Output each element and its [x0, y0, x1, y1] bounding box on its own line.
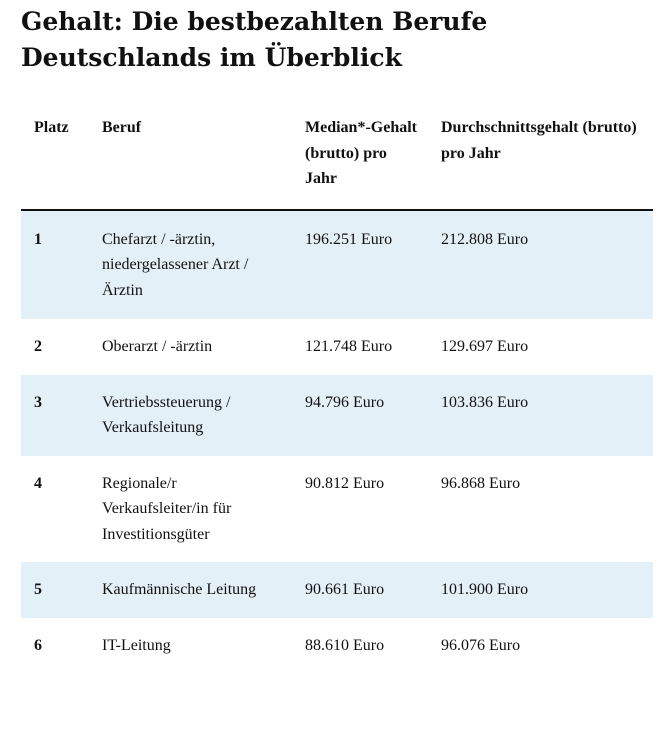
- job-cell: IT-Leitung: [102, 636, 171, 654]
- table-row: [21, 375, 653, 456]
- header-average: Durchschnittsgehalt (brutto) pro Jahr: [428, 107, 653, 210]
- rank-cell: 3: [21, 375, 89, 456]
- rank-cell: 6: [34, 636, 42, 654]
- average-cell: 96.868 Euro: [441, 474, 521, 492]
- rank-cell: 2: [34, 338, 42, 355]
- rank-cell: 1: [21, 210, 89, 320]
- table-header-row: [21, 107, 653, 210]
- average-cell: 101.900 Euro: [428, 562, 653, 618]
- job-cell: Vertriebssteuerung / Verkaufsleitung: [89, 375, 292, 456]
- table-row: [21, 456, 653, 563]
- median-cell: 88.610 Euro: [305, 636, 385, 654]
- table-row: [21, 562, 653, 618]
- median-cell: 121.748 Euro: [305, 338, 393, 355]
- median-cell: 94.796 Euro: [292, 375, 428, 456]
- rank-cell: 5: [21, 562, 89, 618]
- header-rank: Platz: [21, 107, 89, 210]
- table-row: [21, 210, 653, 320]
- job-cell: Kaufmännische Leitung: [89, 562, 292, 618]
- median-cell: 196.251 Euro: [292, 210, 428, 320]
- median-cell: 90.661 Euro: [292, 562, 428, 618]
- median-cell: 90.812 Euro: [305, 474, 385, 492]
- table-row: [21, 618, 653, 674]
- average-cell: 129.697 Euro: [441, 338, 529, 355]
- rank-cell: 4: [34, 474, 42, 492]
- header-job: Beruf: [89, 107, 292, 210]
- job-cell: Regionale/r Verkaufsleiter/in für Investitionsgüter: [102, 474, 232, 543]
- table-row: [21, 319, 653, 375]
- header-median: Median*-Gehalt (brutto) pro Jahr: [292, 107, 428, 210]
- job-cell: Oberarzt / -ärztin: [102, 338, 213, 355]
- average-cell: 103.836 Euro: [428, 375, 653, 456]
- page-title: Gehalt: Die bestbezahlten Berufe Deutschlands im Überblick: [21, 7, 488, 72]
- average-cell: 212.808 Euro: [428, 210, 653, 320]
- job-cell: Chefarzt / -ärztin, niedergelassener Arzt / Ärztin: [89, 210, 292, 320]
- average-cell: 96.076 Euro: [441, 636, 521, 654]
- salary-table: [21, 107, 653, 673]
